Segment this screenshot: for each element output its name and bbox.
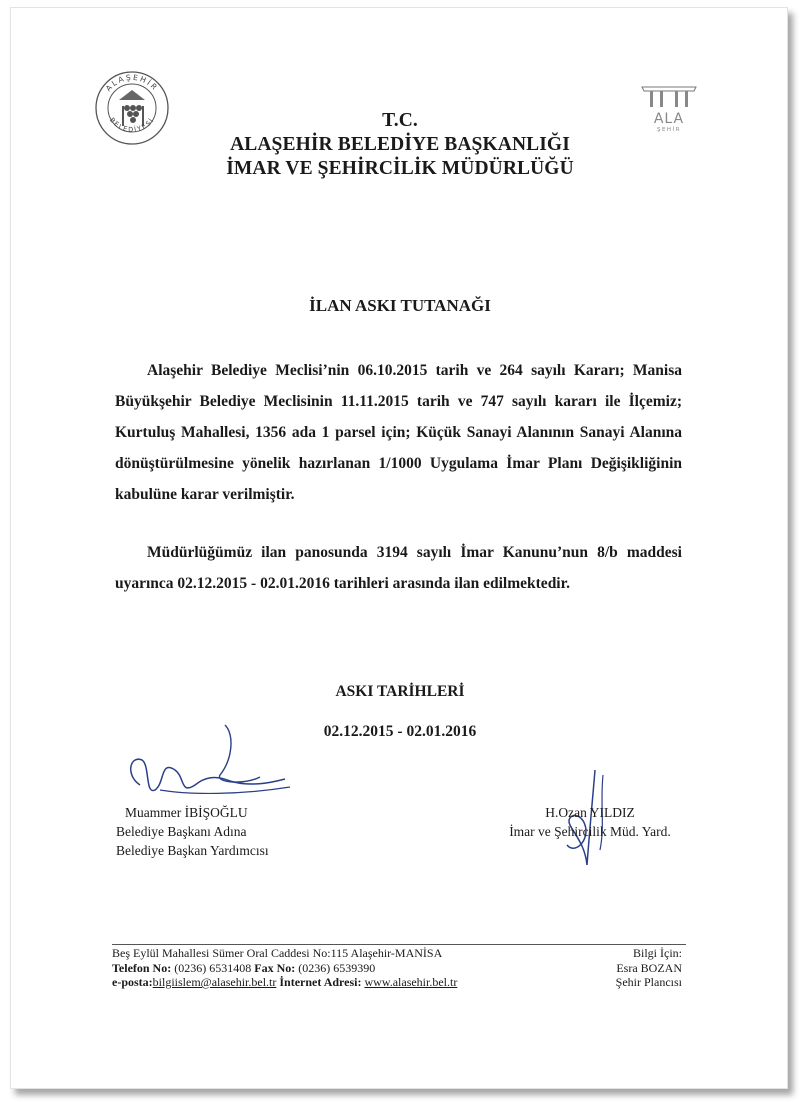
paragraph-2-text: Müdürlüğümüz ilan panosunda 3194 sayılı İmar Kanunu’nun 8/b maddesi uyarınca 02.12.2015 - 02.01.2016 tarihleri arasında ilan edilmektedir.: [115, 544, 682, 592]
left-signature-block: [116, 803, 269, 860]
header-tc: T.C.: [382, 110, 418, 131]
right-signature-block: [490, 803, 690, 841]
document-title: İLAN ASKI TUTANAĞI: [309, 296, 491, 315]
fax-value: (0236) 6539390: [295, 960, 376, 975]
footer-address: Beş Eylül Mahallesi Sümer Oral Caddesi No:115 Alaşehir-MANİSA: [112, 946, 443, 960]
footer-phone-line: [112, 961, 457, 976]
left-signatory-title: Belediye Başkanı Adına: [116, 824, 247, 839]
aski-heading: ASKI TARİHLERİ: [335, 683, 465, 700]
web-link[interactable]: www.alasehir.bel.tr: [364, 975, 458, 989]
right-signatory-title: İmar ve Şehircilik Müd. Yard.: [509, 824, 671, 839]
paragraph-2: [115, 537, 682, 599]
seal-ring-top-text: ALAŞEHİR: [103, 72, 161, 93]
phone-value: (0236) 6531408: [171, 960, 255, 975]
svg-text:ALAŞEHİR: [104, 73, 160, 93]
sehir-logo-text: ŞEHİR: [656, 127, 682, 133]
ala-logo-text: ALA: [653, 111, 685, 127]
header-directorate: İMAR VE ŞEHİRCİLİK MÜDÜRLÜĞÜ: [226, 158, 574, 179]
left-signatory-name: Muammer İBİŞOĞLU: [125, 805, 248, 820]
footer-divider: [112, 944, 686, 945]
web-label: İnternet Adresi:: [276, 975, 365, 989]
footer-info: [560, 946, 682, 990]
info-name: Esra BOZAN: [616, 960, 682, 975]
aski-dates: 02.12.2015 - 02.01.2016: [323, 723, 477, 740]
left-signature: [120, 715, 300, 810]
email-label: e-posta:: [112, 975, 153, 989]
footer-contact: [112, 946, 457, 990]
left-signatory-role: Belediye Başkan Yardımcısı: [116, 843, 269, 858]
fax-label: Fax No:: [254, 960, 296, 975]
paragraph-1-text: Alaşehir Belediye Meclisi’nin 06.10.2015 tarih ve 264 sayılı Kararı; Manisa Büyükşehir Belediye Meclisinin 11.11.2015 tarih ve 747 sayılı kararı ile İlçemiz; Kurtuluş Mahallesi, 1356 ada 1 parsel için; Küçük Sanayi Alanının Sanayi Alanına dönüştürülmesine yönelik hazırlanan 1/1000 Uygulama İmar Planı Değişikliğinin kabulüne karar verilmiştir.: [115, 362, 682, 503]
footer-web-line: [112, 975, 457, 990]
info-title: Şehir Plancısı: [615, 975, 682, 989]
phone-label: Telefon No:: [112, 960, 172, 975]
seal-ring-bottom-text: BELEDİYESİ: [107, 116, 156, 134]
right-signatory-name: H.Ozan YILDIZ: [545, 805, 635, 820]
email-link[interactable]: bilgiislem@alasehir.bel.tr: [152, 975, 277, 989]
info-label: Bilgi İçin:: [633, 946, 682, 960]
header-municipality: ALAŞEHİR BELEDİYE BAŞKANLIĞI: [230, 134, 570, 155]
paragraph-1: [115, 355, 682, 510]
